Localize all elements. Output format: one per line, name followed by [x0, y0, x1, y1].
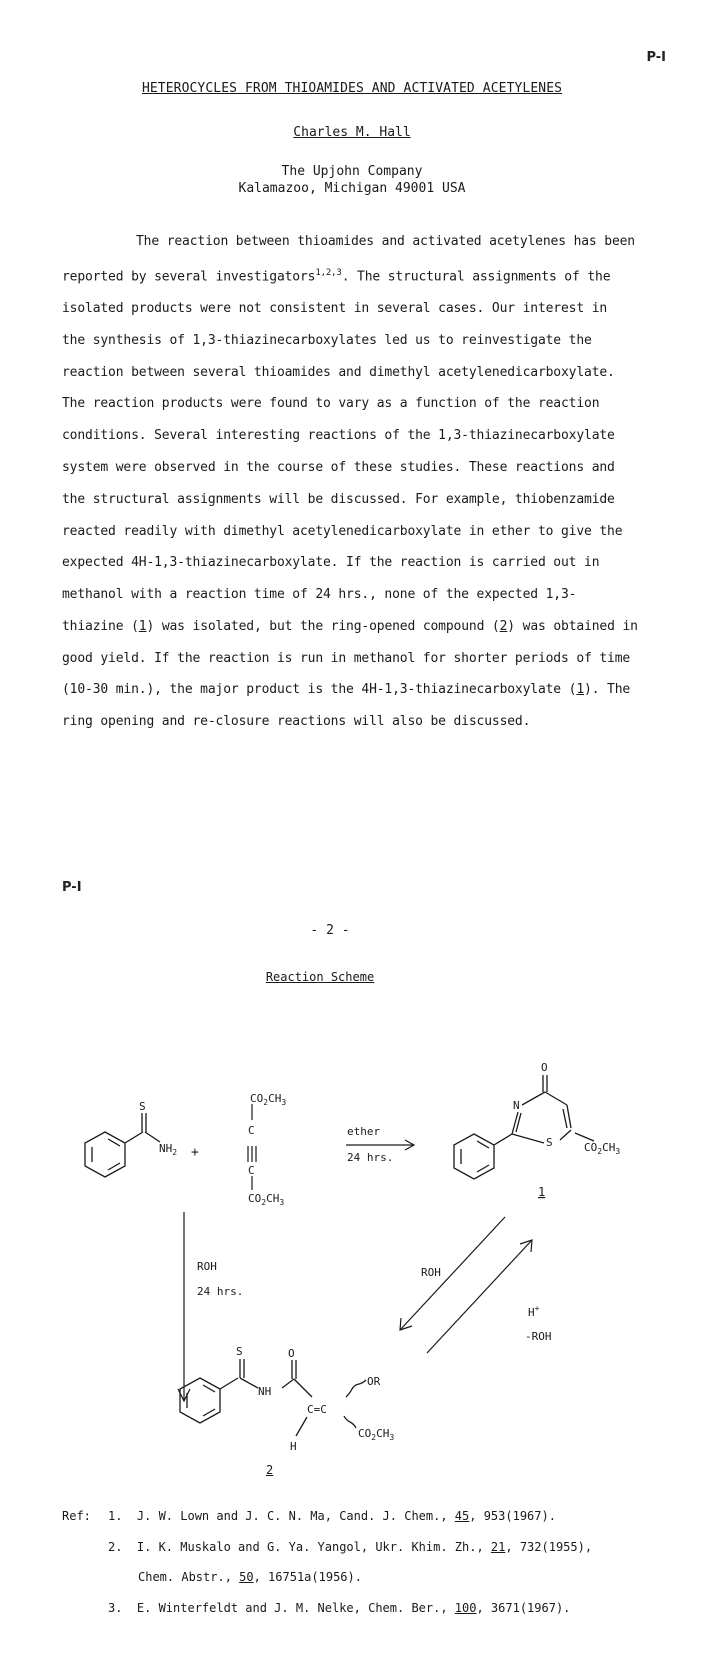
paper-title: HETEROCYCLES FROM THIOAMIDES AND ACTIVATED ACETYLENES [141, 81, 563, 96]
abstract-line: The reaction products were found to vary as a function of the reaction [62, 396, 600, 412]
dmad-c1: C [248, 1124, 255, 1137]
abstract-line [62, 611, 674, 643]
reference-1 [108, 1509, 556, 1523]
benzene-ring-icon [180, 1378, 220, 1423]
abstract-line: The reaction between thioamides and activated acetylenes has been [136, 234, 635, 249]
reference-text: , 16751a(1956). [253, 1570, 362, 1584]
author-name: Charles M. Hall [293, 125, 411, 140]
thiazine-n-label: N [513, 1099, 520, 1112]
reference-volume: 45 [454, 1509, 470, 1523]
benzene-ring-icon [85, 1132, 125, 1177]
references-label: Ref: [62, 1509, 91, 1523]
abstract-text: ). The [584, 682, 631, 698]
dmad-ester-top: $CO_2CH_3$ [250, 1092, 287, 1107]
abstract-line: good yield. If the reaction is run in methanol for shorter periods of time [62, 650, 631, 666]
ring-opened-h-label: H [290, 1440, 297, 1453]
dmad-c2: C [248, 1164, 255, 1177]
abstract-text: ) was obtained in [507, 618, 638, 634]
compound-1-label: 1 [538, 1185, 546, 1199]
abstract-line [62, 258, 674, 293]
arrow-acid-diagonal [427, 1240, 532, 1353]
abstract-text: (10-30 min.), the major product is the 4H-1,3-thiazinecarboxylate ( [62, 682, 577, 698]
abstract-text: thiazine ( [62, 618, 139, 634]
reference-text: , 732(1955), [505, 1540, 593, 1554]
thiazine-o-label: O [541, 1061, 548, 1074]
reference-volume: 21 [490, 1540, 506, 1554]
arrow-roh-diagonal [400, 1217, 505, 1330]
condition-minus-roh: -ROH [525, 1330, 552, 1343]
abstract-line: the structural assignments will be discussed. For example, thiobenzamide [62, 491, 615, 507]
reference-2 [108, 1540, 592, 1554]
reference-text: J. W. Lown and J. C. N. Ma, Cand. J. Chem., [136, 1509, 455, 1523]
reference-text: E. Winterfeldt and J. M. Nelke, Chem. Ber., [136, 1601, 455, 1615]
reference-number: 2. [108, 1540, 123, 1554]
thioamide-s-label: S [139, 1100, 146, 1113]
abstract-text: . The structural assignments of the [341, 269, 611, 285]
ring-opened-ester-label: $CO_2CH_3$ [358, 1427, 395, 1442]
benzene-ring-icon [454, 1134, 494, 1179]
thiazine-s-label: S [546, 1136, 553, 1149]
ring-opened-o-label: O [288, 1347, 295, 1360]
compound-ref: 2 [499, 618, 508, 634]
nh2-label: $NH_2$ [159, 1142, 178, 1157]
compound-2-label: 2 [266, 1463, 274, 1477]
condition-ether: ether [347, 1125, 381, 1138]
dmad-structure [248, 1104, 256, 1190]
condition-time-vertical: 24 hrs. [197, 1285, 244, 1298]
condition-roh-diagonal: ROH [421, 1266, 441, 1279]
scheme-title: Reaction Scheme [265, 970, 375, 984]
ring-opened-cc-label: C=C [307, 1403, 327, 1416]
reference-text: Chem. Abstr., [138, 1570, 240, 1584]
abstract-line: methanol with a reaction time of 24 hrs., none of the expected 1,3- [62, 587, 577, 603]
reference-number: 3. [108, 1601, 123, 1615]
reference-3 [108, 1601, 570, 1615]
citation-superscript: 1,2,3 [315, 267, 342, 278]
compound-ref: 1 [138, 618, 147, 634]
reaction-scheme [0, 1030, 704, 1460]
affiliation-line-2: Kalamazoo, Michigan 49001 USA [238, 181, 466, 196]
abstract-line: ring opening and re-closure reactions will also be discussed. [62, 714, 531, 730]
reference-text: I. K. Muskalo and G. Ya. Yangol, Ukr. Khim. Zh., [136, 1540, 491, 1554]
ring-opened-or-label: OR [367, 1375, 381, 1388]
page-marker-bottom: P-I [62, 880, 82, 895]
abstract-line: reaction between several thioamides and dimethyl acetylenedicarboxylate. [62, 364, 615, 380]
reference-text: , 953(1967). [469, 1509, 556, 1523]
reference-text: , 3671(1967). [476, 1601, 571, 1615]
compound-ref: 1 [576, 682, 585, 698]
abstract-text: ) was isolated, but the ring-opened compound ( [146, 618, 500, 634]
condition-time-top: 24 hrs. [347, 1151, 394, 1164]
page-marker-top: P-I [646, 50, 666, 65]
condition-h-plus: H+ [528, 1304, 540, 1319]
ring-opened-nh-label: NH [258, 1385, 272, 1398]
abstract-line: isolated products were not consistent in several cases. Our interest in [62, 300, 608, 316]
abstract-line [62, 674, 674, 706]
reference-number: 1. [108, 1509, 123, 1523]
abstract-line: conditions. Several interesting reactions of the 1,3-thiazinecarboxylate [62, 428, 615, 444]
reference-2-continued [138, 1570, 362, 1584]
thiazine-structure [454, 1075, 594, 1179]
dmad-ester-bottom: $CO_2CH_3$ [248, 1192, 285, 1207]
thiobenzamide-structure [85, 1113, 160, 1177]
abstract-line: system were observed in the course of these studies. These reactions and [62, 459, 615, 475]
abstract-line: the synthesis of 1,3-thiazinecarboxylates led us to reinvestigate the [62, 332, 592, 348]
page-number: - 2 - [310, 923, 350, 938]
ring-opened-structure [180, 1359, 366, 1436]
affiliation-line-1: The Upjohn Company [281, 164, 423, 179]
ring-opened-s-label: S [236, 1345, 243, 1358]
abstract-body [62, 226, 674, 738]
reference-volume: 50 [239, 1570, 254, 1584]
condition-roh-vertical: ROH [197, 1260, 217, 1273]
plus-sign: + [191, 1145, 199, 1160]
abstract-line: expected 4H-1,3-thiazinecarboxylate. If the reaction is carried out in [62, 555, 600, 571]
abstract-line: reacted readily with dimethyl acetylenedicarboxylate in ether to give the [62, 523, 623, 539]
thiazine-ester-label: $CO_2CH_3$ [584, 1141, 621, 1156]
reference-volume: 100 [454, 1601, 477, 1615]
abstract-text: reported by several investigators [62, 269, 316, 285]
